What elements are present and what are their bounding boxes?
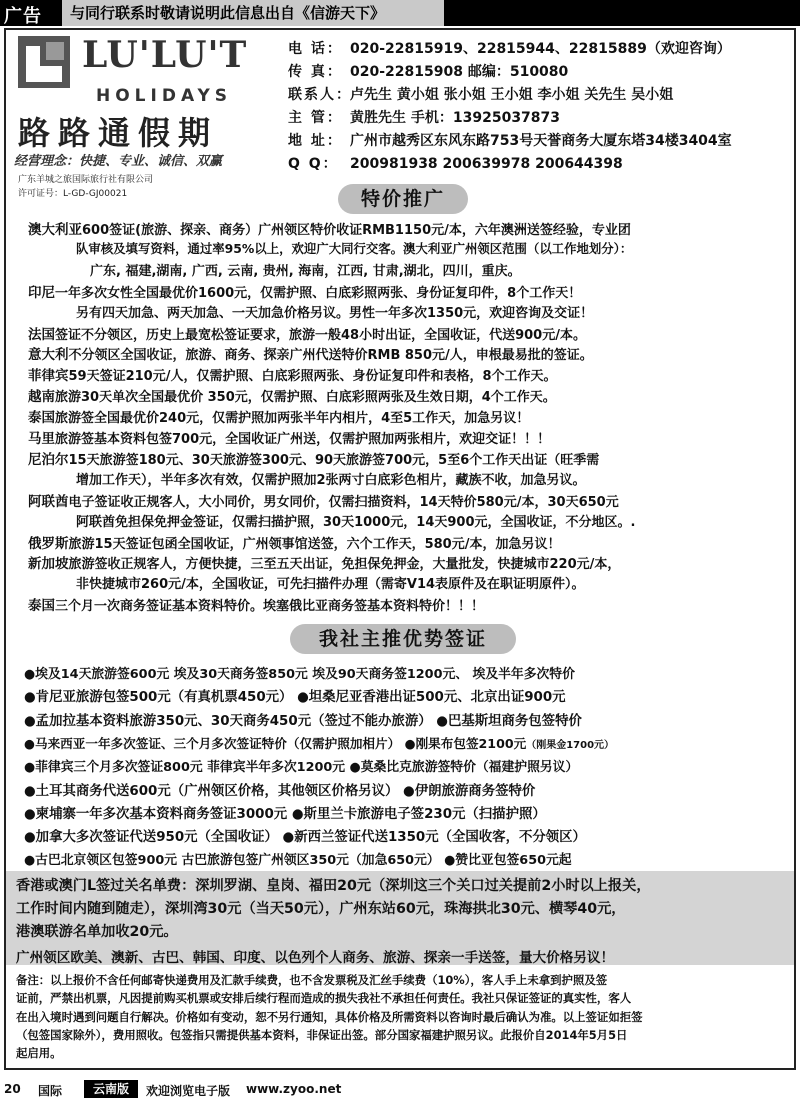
featured-visa-line	[24, 710, 582, 729]
hk-macau-line: 港澳联游名单加收20元。	[16, 924, 178, 940]
offer-text: 非快捷城市260元/本，全国收证，可先扫描件办理（需寄V14表原件及在职证明原件）。	[76, 577, 585, 593]
special-offer-line	[76, 469, 586, 488]
edition-badge: 云南版	[84, 1080, 138, 1098]
remark-line: 证前，严禁出机票，凡因提前购买机票或安排后续行程而造成的损失我社不承担任何责任。我社只保证签证的真实性，客人	[16, 991, 632, 1006]
featured-visa-text: ●埃及14天旅游签600元 埃及30天商务签850元 埃及90天商务签1200元、 埃及半年多次特价	[24, 667, 575, 682]
special-offer-line	[28, 448, 599, 468]
remark-line: 起启用。	[16, 1046, 62, 1061]
offer-text: 600签证(旅游、探亲、商务）广州领区特价收证RMB1150元/本，六年澳洲送签经验，专业团	[82, 223, 631, 238]
featured-visa-line	[24, 780, 535, 799]
featured-visa-line	[24, 733, 614, 752]
offer-text: 另有四天加急、两天加急、一天加急价格另议。男性一年多次1350元，欢迎咨询及交证！	[76, 305, 594, 321]
special-offer-line	[28, 406, 529, 426]
country-name: 新加坡	[28, 556, 69, 573]
offer-text: 不分领区全国收证，旅游、商务、探亲广州代送特价RMB 850元/人，申根最易批的签证。	[68, 348, 593, 364]
license-number: 许可证号：L-GD-GJ00021	[18, 189, 128, 199]
company-name: 广东羊城之旅国际旅行社有限公司	[18, 175, 154, 185]
remark-line: 备注：以上报价不含任何邮寄快递费用及汇款手续费，也不含发票税及汇丝手续费（10%），客人手上未拿到护照及签	[16, 973, 608, 987]
offer-text: 电子签证收正规客人，大小同价，男女同价，仅需扫描资料，14天特价580元/本，30天650元	[68, 494, 619, 510]
special-offer-line	[28, 364, 557, 384]
special-offer-line	[28, 490, 619, 510]
manager-row: 主 管： 黄胜先生 手机：13925037873	[288, 110, 561, 126]
special-offer-line	[76, 511, 635, 530]
offer-text: 三个月一次商务签证基本资料特价。埃塞俄比亚商务签基本资料特价！！！	[55, 599, 485, 615]
qq-row: Q Q： 200981938 200639978 200644398	[288, 156, 623, 172]
congo-kinshasa-note: （刚果金1700元）	[526, 739, 615, 751]
featured-visa-text: ●马来西亚一年多次签证、三个月多次签证特价（仅需护照加相片） ●刚果布包签2100元	[24, 735, 527, 751]
featured-visa-text: ●肯尼亚旅游包签500元（有真机票450元） ●坦桑尼亚香港出证500元、北京出证900元	[24, 690, 566, 706]
featured-visa-text: ●孟加拉基本资料旅游350元、30天商务450元（签过不能办旅游） ●巴基斯坦商务包签特价	[24, 713, 582, 729]
country-name: 越南	[28, 389, 55, 406]
section-heading-special: 特价推广	[338, 184, 468, 214]
brand-name: LU'LU'T	[82, 34, 248, 76]
section-heading-featured: 我社主推优势签证	[290, 624, 516, 654]
offer-text: 59天签证210元/人，仅需护照、白底彩照两张、身份证复印件和表格，8个工作天。	[68, 369, 557, 385]
offer-text: 旅游签基本资料包签700元，全国收证广州送，仅需护照加两张相片，欢迎交证！！！	[55, 432, 551, 447]
brand-chinese-name: 路路通假期	[18, 114, 219, 152]
country-name: 法国	[28, 326, 55, 343]
remark-line: 在出入境时遇到问题自行解决。价格如有变动，恕不另行通知，具体价格及所需资料以咨询时最后确认为准。以上签证如拒签	[16, 1009, 643, 1024]
phone-row: 电 话： 020-22815919、22815944、22815889（欢迎咨询）	[288, 41, 731, 57]
logo-mark-icon	[18, 36, 70, 88]
country-name: 尼泊尔	[28, 451, 69, 468]
offer-text: 旅游30天单次全国最优价 350元，仅需护照、白底彩照两张及生效日期，4个工作天。	[55, 390, 556, 406]
address-text: 广州市越秀区东风东路753号天誉商务大厦东塔34楼3404室	[350, 133, 732, 149]
country-name: 阿联酋	[28, 493, 69, 510]
footer-url[interactable]: www.zyoo.net	[246, 1082, 342, 1096]
featured-visa-line	[24, 803, 546, 822]
logo-block	[14, 34, 276, 199]
special-offer-line	[28, 594, 484, 614]
business-motto: 经营理念：快捷、专业、诚信、双赢	[14, 154, 223, 169]
featured-visa-line	[24, 686, 566, 705]
featured-visa-line	[24, 826, 586, 845]
country-name: 澳大利亚	[28, 222, 82, 238]
contacts-row: 联系人：卢先生 黄小姐 张小姐 王小姐 李小姐 关先生 吴小姐	[288, 87, 674, 103]
offer-text: 一年多次女性全国最优价1600元，仅需护照、白底彩照两张、身份证复印件，8个工作天！	[55, 285, 582, 301]
country-name: 泰国	[28, 598, 55, 615]
featured-visa-text: ●菲律宾三个月多次签证800元 菲律宾半年多次1200元 ●莫桑比克旅游签特价（福建护照另议）	[24, 760, 579, 776]
address-row: 地 址： 广州市越秀区东风东路753号天誉商务大厦东塔34楼3404室	[288, 133, 732, 149]
special-offer-line	[28, 532, 560, 552]
special-offer-line	[28, 385, 556, 405]
manager-info: 黄胜先生 手机：13925037873	[350, 110, 561, 126]
brand-holidays: HOLIDAYS	[96, 86, 233, 106]
offer-text: 15天旅游签180元、30天旅游签300元、90天旅游签700元，5至6个工作天出证（旺季需	[68, 452, 600, 468]
hk-macau-line: 香港或澳门L签过关名单费：深圳罗湖、皇岗、福田20元（深圳这三个关口过关提前2小时以上报关，	[16, 878, 651, 894]
country-name: 印尼	[28, 284, 55, 301]
special-offer-line	[28, 281, 581, 301]
featured-visa-line	[24, 756, 578, 775]
country-name: 意大利	[28, 347, 69, 364]
special-offer-line	[28, 552, 620, 572]
offer-text: 广东, 福建,湖南, 广西, 云南, 贵州, 海南，江西, 甘肃,湖北，四川，重庆。	[90, 263, 521, 279]
phone-numbers: 020-22815919、22815944、22815889（欢迎咨询）	[350, 41, 731, 57]
featured-visa-text: ●古巴北京领区包签900元 古巴旅游包签广州领区350元（加急650元） ●赞比亚包签650元起	[24, 853, 572, 869]
special-offer-line	[28, 427, 550, 447]
special-offer-line	[90, 260, 521, 279]
qq-numbers: 200981938 200639978 200644398	[350, 156, 623, 172]
hk-macau-line: 广州领区欧美、澳新、古巴、韩国、印度、以色列个人商务、旅游、探亲一手送签，量大价格另议！	[16, 950, 615, 966]
page-number: 20	[4, 1082, 21, 1096]
country-name: 泰国	[28, 410, 55, 427]
special-offer-line	[76, 302, 593, 321]
fax-row: 传 真： 020-22815908 邮编：510080	[288, 64, 569, 80]
source-notice: 与同行联系时敬请说明此信息出自《信游天下》	[62, 0, 444, 26]
offer-text: 签证不分领区，历史上最宽松签证要求，旅游一般48小时出证，全国收证，代送900元/本。	[55, 327, 586, 343]
offer-text: 队审核及填写资料，通过率95%以上，欢迎广大同行交客。澳大利亚广州领区范围（以工作地划分）：	[76, 240, 633, 256]
special-offer-line	[76, 239, 632, 257]
featured-visa-text: ●土耳其商务代送600元（广州领区价格，其他领区价格另议） ●伊朗旅游商务签特价	[24, 783, 536, 799]
footer-section: 国际	[38, 1084, 63, 1098]
footer-slogan: 欢迎浏览电子版	[146, 1084, 231, 1098]
page-footer	[0, 1078, 800, 1100]
country-name: 俄罗斯	[28, 535, 69, 552]
top-banner	[0, 0, 800, 26]
featured-visa-line	[24, 663, 575, 682]
remark-line: （包签国家除外），费用照收。包签指只需提供基本资料，非保证出签。部分国家福建护照另议。此报价自2014年5月5日	[16, 1027, 628, 1042]
featured-visa-text: ●柬埔寨一年多次基本资料商务签证3000元 ●斯里兰卡旅游电子签230元（扫描护照）	[24, 806, 546, 822]
offer-text: 旅游15天签证包函全国收证，广州领事馆送签，六个工作天，580元/本，加急另议！	[68, 536, 561, 552]
contact-people: 卢先生 黄小姐 张小姐 王小姐 李小姐 关先生 吴小姐	[350, 87, 674, 103]
hk-macau-line: 工作时间内随到随走），深圳湾30元（当天50元），广州东站60元，珠海拱北30元、横琴40元，	[16, 901, 626, 917]
special-offer-line	[28, 218, 631, 238]
offer-text: 增加工作天），半年多次有效，仅需护照加2张两寸白底彩色相片，藏族不收，加急另议。	[76, 472, 586, 488]
fax-number: 020-22815908 邮编：510080	[350, 64, 569, 80]
country-name: 菲律宾	[28, 368, 69, 385]
featured-visa-line	[24, 849, 572, 868]
featured-visa-text: ●加拿大多次签证代送950元（全国收证） ●新西兰签证代送1350元（全国收客，不分领区）	[24, 830, 586, 846]
special-offer-line	[28, 323, 586, 343]
special-offer-line	[76, 573, 585, 592]
special-offer-line	[28, 343, 593, 363]
offer-text: 阿联酋免担保免押金签证，仅需扫描护照，30天1000元，14天900元，全国收证，不分地区。.	[76, 514, 636, 530]
offer-text: 旅游签收正规客人，方便快捷，三至五天出证，免担保免押金，大量批发，快捷城市220元/本，	[68, 557, 621, 573]
ad-tag: 广告	[4, 6, 42, 27]
country-name: 马里	[28, 431, 55, 447]
offer-text: 旅游签全国最优价240元，仅需护照加两张半年内相片，4至5工作天，加急另议！	[55, 411, 530, 427]
